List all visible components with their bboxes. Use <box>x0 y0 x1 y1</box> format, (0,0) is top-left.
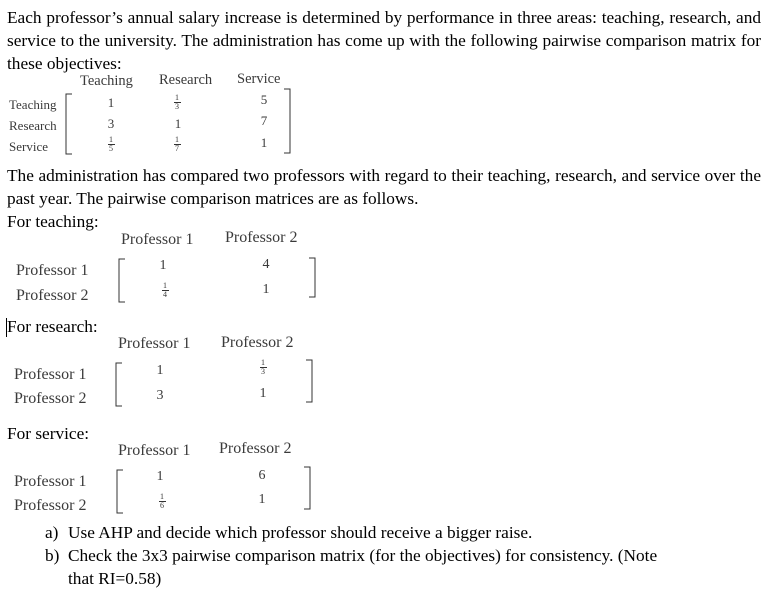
left-bracket <box>114 362 124 407</box>
col-header-professor-1: Professor 1 <box>121 231 194 248</box>
right-bracket <box>282 88 292 154</box>
matrix-cell: 1 <box>159 258 167 273</box>
matrix-cell-fraction: 1 7 <box>175 135 179 153</box>
row-label-teaching: Teaching <box>9 97 57 112</box>
matrix-cell-fraction: 1 3 <box>175 93 179 111</box>
matrix-cell-fraction: 1 6 <box>160 492 164 510</box>
row-label-professor-1: Professor 1 <box>14 473 87 490</box>
col-header-research: Research <box>159 72 213 88</box>
research-heading: For research: <box>7 317 98 336</box>
row-label-professor-2: Professor 2 <box>14 497 87 514</box>
col-header-professor-1: Professor 1 <box>118 335 191 352</box>
compared-paragraph: The administration has compared two professors with regard to their teaching, research, and service over the past year. The pairwise comparison matrices are as follows. <box>7 166 761 208</box>
question-a-text: Use AHP and decide which professor should receive a bigger raise. <box>68 523 533 542</box>
matrix-cell: 1 <box>156 363 164 378</box>
col-header-professor-1: Professor 1 <box>118 442 191 459</box>
col-header-service: Service <box>237 71 281 87</box>
matrix-cell: 1 <box>262 282 270 297</box>
matrix-cell: 1 <box>259 386 267 401</box>
left-bracket <box>117 258 127 303</box>
matrix-cell: 5 <box>260 92 268 107</box>
matrix-cell: 1 <box>260 135 268 150</box>
row-label-professor-2: Professor 2 <box>16 287 89 304</box>
question-b-text-continued: that RI=0.58) <box>68 569 162 588</box>
matrix-cell: 3 <box>156 388 164 403</box>
matrix-cell: 6 <box>258 468 266 483</box>
service-heading: For service: <box>7 424 90 443</box>
row-label-service: Service <box>9 139 48 154</box>
matrix-cell: 1 <box>156 469 164 484</box>
matrix-cell: 1 <box>258 492 266 507</box>
right-bracket <box>307 257 317 298</box>
row-label-research: Research <box>9 118 57 133</box>
row-label-professor-1: Professor 1 <box>16 262 89 279</box>
matrix-cell-fraction: 1 4 <box>163 281 167 299</box>
question-b-marker: b) <box>45 546 60 565</box>
col-header-professor-2: Professor 2 <box>225 229 298 246</box>
intro-paragraph: Each professor’s annual salary increase is determined by performance in three areas: teaching, research, and service to the university. The administration has come up with the following pairwise comparison matrix for these objectives: <box>7 8 761 73</box>
left-bracket <box>115 469 125 514</box>
text-cursor <box>6 318 7 337</box>
matrix-cell: 4 <box>262 257 270 272</box>
question-b-text: Check the 3x3 pairwise comparison matrix (for the objectives) for consistency. (Note <box>68 546 658 565</box>
matrix-cell: 1 <box>174 116 182 131</box>
matrix-cell: 7 <box>260 113 268 128</box>
right-bracket <box>302 466 312 510</box>
left-bracket <box>64 93 74 155</box>
teaching-heading: For teaching: <box>7 212 99 231</box>
col-header-professor-2: Professor 2 <box>221 334 294 351</box>
col-header-professor-2: Professor 2 <box>219 440 292 457</box>
row-label-professor-2: Professor 2 <box>14 390 87 407</box>
col-header-teaching: Teaching <box>80 73 133 89</box>
matrix-cell: 1 <box>107 95 115 110</box>
row-label-professor-1: Professor 1 <box>14 366 87 383</box>
question-a-marker: a) <box>45 523 59 542</box>
matrix-cell-fraction: 1 3 <box>261 358 265 376</box>
matrix-cell: 3 <box>107 116 115 131</box>
matrix-cell-fraction: 1 5 <box>109 135 113 153</box>
right-bracket <box>304 359 314 403</box>
